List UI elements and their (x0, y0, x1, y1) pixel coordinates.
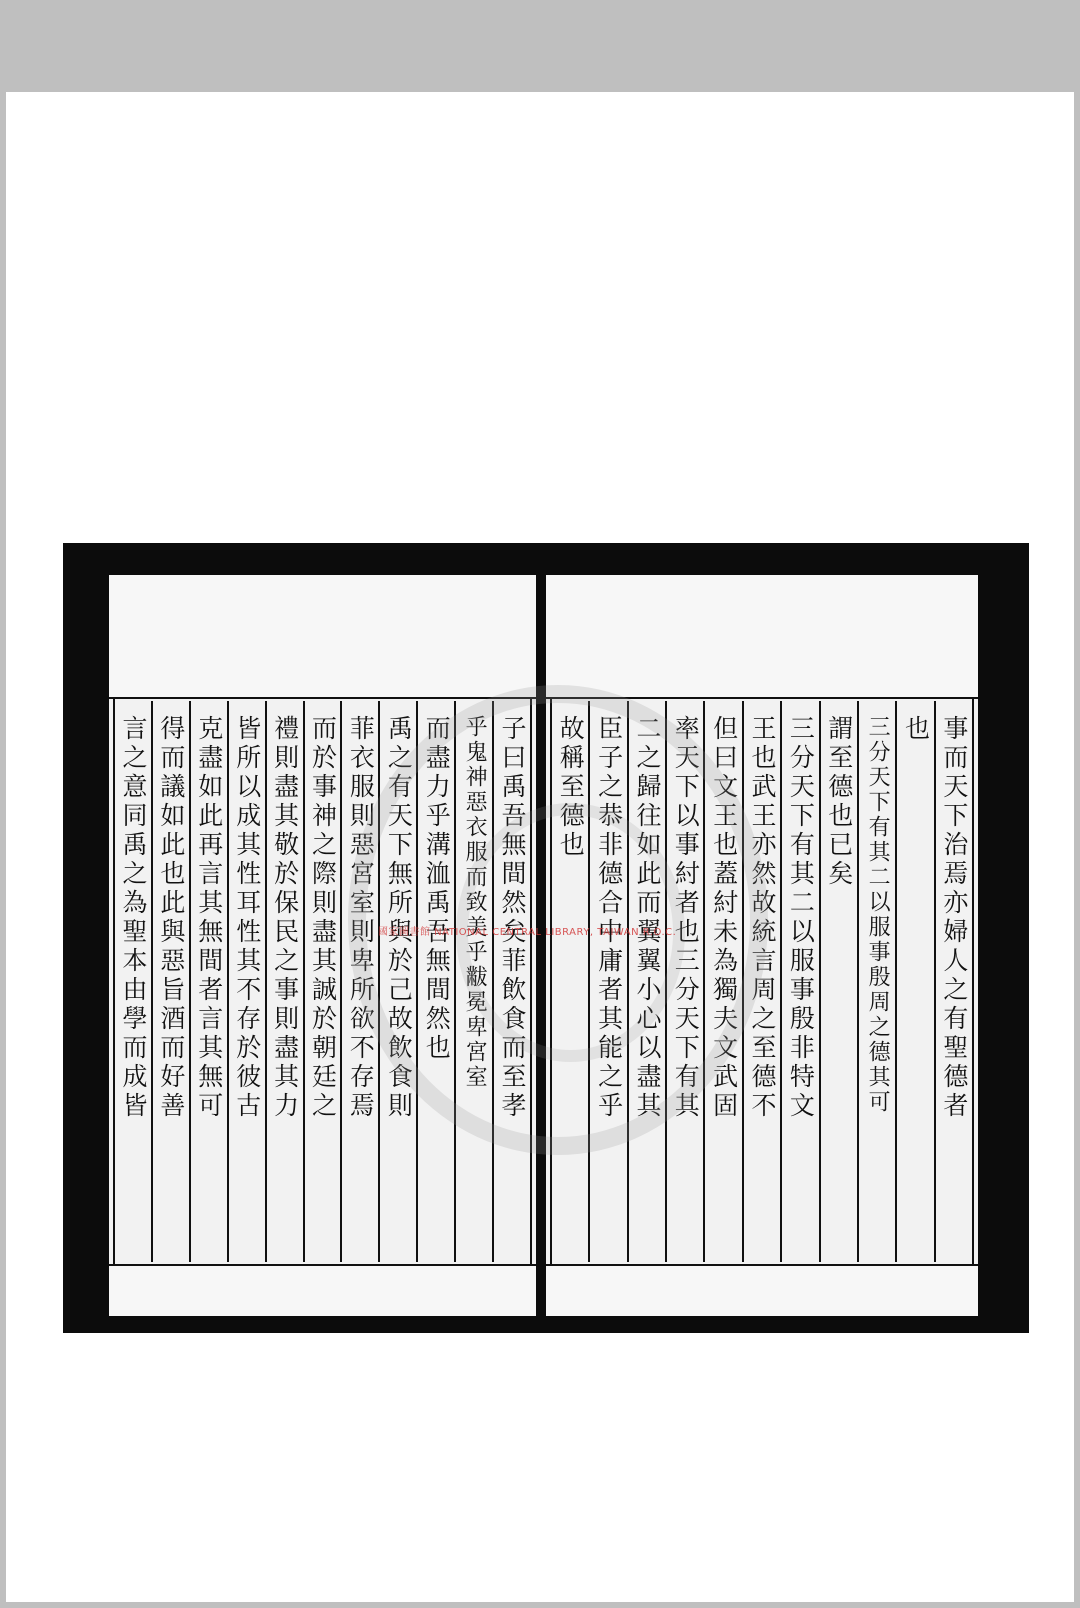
column-text: 二之歸往如此而翼翼小心以盡其 (632, 715, 662, 1121)
column-text: 也 (901, 715, 931, 744)
text-columns-right (552, 701, 972, 1262)
frame-rule (972, 699, 974, 1264)
right-leaf (546, 575, 978, 1316)
book-scan (63, 543, 1029, 1333)
text-column (627, 701, 665, 1262)
text-column (552, 701, 588, 1262)
column-text: 禮則盡其敬於保民之事則盡其力 (270, 715, 300, 1121)
column-text: 言之意同禹之為聖本由學而成皆 (118, 715, 148, 1121)
text-column (819, 701, 857, 1262)
text-column (665, 701, 703, 1262)
column-text: 率天下以事紂者也三分天下有其 (671, 715, 701, 1121)
viewer-top-bar (0, 0, 1080, 92)
text-column (151, 701, 189, 1262)
column-text: 三分天下有其二以服事殷非特文 (786, 715, 816, 1121)
column-text: 謂至德也已矣 (824, 715, 854, 889)
lower-margin (109, 1264, 536, 1316)
text-column (492, 701, 530, 1262)
column-text: 故稱至德也 (556, 715, 586, 860)
text-column (416, 701, 454, 1262)
column-text: 而於事神之際則盡其誠於朝廷之 (308, 715, 338, 1121)
text-column (454, 701, 492, 1262)
text-column (703, 701, 741, 1262)
upper-margin (109, 575, 536, 699)
column-text: 菲衣服則惡宮室則卑所欲不存焉 (346, 715, 376, 1121)
column-text: 但曰文王也蓋紂未為獨夫文武固 (709, 715, 739, 1121)
text-column (227, 701, 265, 1262)
text-column (857, 701, 895, 1262)
column-text: 臣子之恭非德合中庸者其能之乎 (594, 715, 624, 1121)
column-text: 子曰禹吾無間然矣菲飲食而至孝 (498, 715, 528, 1121)
text-column (303, 701, 341, 1262)
column-text: 三分天下有其二以服事殷周之德其可 (865, 715, 891, 1115)
column-text: 而盡力乎溝洫禹吾無間然也 (422, 715, 452, 1063)
column-text: 克盡如此再言其無間者言其無可 (194, 715, 224, 1121)
column-text: 禹之有天下無所與於己故飲食則 (384, 715, 414, 1121)
left-leaf (109, 575, 536, 1316)
text-columns-left (115, 701, 530, 1262)
text-column (265, 701, 303, 1262)
frame-rule (530, 699, 532, 1264)
text-column (895, 701, 933, 1262)
watermark-text: 國家圖書館 NATIONAL CENTRAL LIBRARY, TAIWAN R.O.C. (378, 927, 677, 938)
upper-margin (546, 575, 978, 699)
text-column (588, 701, 626, 1262)
text-column (742, 701, 780, 1262)
text-column (115, 701, 151, 1262)
column-text: 乎鬼神惡衣服而致美乎黻冕卑宮室 (462, 715, 488, 1090)
column-text: 事而天下治焉亦婦人之有聖德者 (939, 715, 969, 1121)
column-text: 得而議如此也此與惡旨酒而好善 (156, 715, 186, 1121)
column-text: 皆所以成其性耳性其不存於彼古 (232, 715, 262, 1121)
text-column (378, 701, 416, 1262)
text-column (189, 701, 227, 1262)
text-column (340, 701, 378, 1262)
lower-margin (546, 1264, 978, 1316)
column-text: 王也武王亦然故統言周之至德不 (748, 715, 778, 1121)
text-column (780, 701, 818, 1262)
text-column (934, 701, 972, 1262)
page-canvas (6, 92, 1074, 1602)
